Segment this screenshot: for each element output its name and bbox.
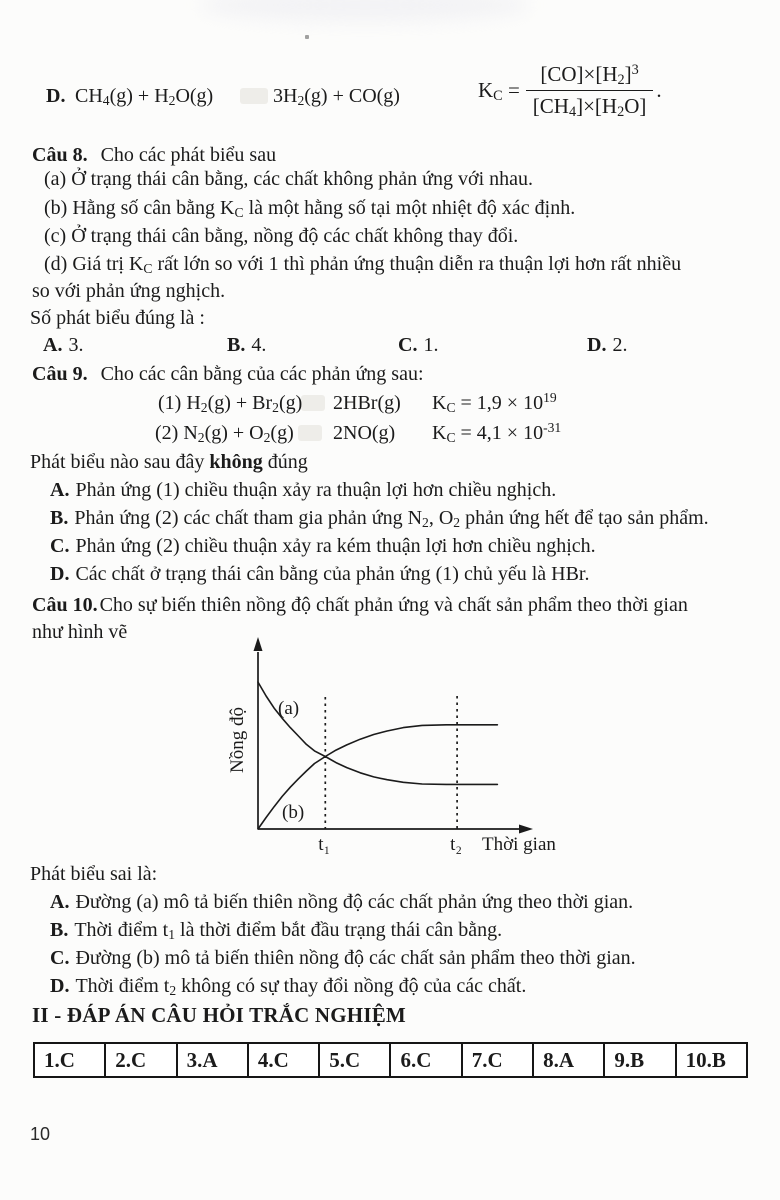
cau10-intro: Cho sự biến thiên nồng độ chất phản ứng và chất sản phẩm theo thời gian <box>99 594 688 616</box>
answer-cell: 2.C <box>106 1044 177 1076</box>
answer-cell: 3.A <box>178 1044 249 1076</box>
answer-cell: 1.C <box>35 1044 106 1076</box>
y-axis-label: Nồng độ <box>227 707 248 773</box>
option-letter: D. <box>50 975 70 997</box>
y-axis-arrow-icon <box>254 637 263 651</box>
cau10-label: Câu 10. <box>32 594 98 616</box>
answer-cell: 10.B <box>685 1048 726 1072</box>
option-letter: A. <box>43 334 63 356</box>
x-axis-arrow-icon <box>519 825 533 834</box>
cau8-header <box>32 143 276 167</box>
cau9-option-c[interactable] <box>50 534 596 558</box>
option-letter: D. <box>587 334 607 356</box>
cau8-statement-b: (b) Hằng số cân bằng $K_C$ là một hằng số tại một nhiệt độ xác định. <box>44 197 576 220</box>
curve-a-label: (a) <box>278 698 300 719</box>
kc-formula <box>478 62 662 119</box>
cau8-statement-d: (d) Giá trị $K_C$ rất lớn so với 1 thì phản ứng thuận diễn ra thuận lợi hơn rất nhiều <box>44 253 682 276</box>
option-text: Thời điểm $t_1$ là thời điểm bắt đầu trạng thái cân bằng. <box>74 919 503 942</box>
option-text: Đường (a) mô tả biến thiên nồng độ các chất phản ứng theo thời gian. <box>75 891 634 913</box>
cau10-option-c[interactable] <box>50 946 636 970</box>
page-number: 10 <box>30 1124 51 1144</box>
option-text: 2. <box>612 334 628 356</box>
cau9-question: Phát biểu nào sau đây không đúng <box>30 451 308 473</box>
t1-tick-label: t₁ <box>318 834 331 855</box>
option-letter: C. <box>50 535 70 557</box>
cau9-eq2-lhs: (2) $N_2(g) + O_2(g)$ <box>155 422 294 445</box>
kc-period: . <box>656 78 662 102</box>
answer-key-title: II - ĐÁP ÁN CÂU HỎI TRẮC NGHIỆM <box>32 1003 406 1027</box>
option-letter: B. <box>50 507 69 529</box>
x-axis-label: Thời gian <box>482 834 556 855</box>
option-text: Đường (b) mô tả biến thiên nồng độ các chất sản phẩm theo thời gian. <box>75 947 636 969</box>
cau9-option-d[interactable] <box>50 562 589 586</box>
cau8-option-a[interactable] <box>43 333 83 357</box>
answer-cell: 8.A <box>534 1044 605 1076</box>
answer-cell: 9.B <box>605 1044 676 1076</box>
cau10-question: Phát biểu sai là: <box>30 863 158 885</box>
option-letter: A. <box>50 891 70 913</box>
t2-tick-label: t₂ <box>450 834 463 855</box>
cau8-label: Câu 8. <box>32 144 88 166</box>
option-letter: B. <box>227 334 246 356</box>
cau9-eq1-kc: $K_C = 1,9 \times 10^{19}$ <box>432 390 557 415</box>
cau9-header <box>32 362 424 386</box>
option-text: Phản ứng (2) chiều thuận xảy ra kém thuận lợi hơn chiều nghịch. <box>75 535 596 557</box>
answer-cell: 4.C <box>249 1044 320 1076</box>
cau9-eq2-rhs: 2NO(g) <box>333 422 396 444</box>
cau10-header <box>32 593 688 617</box>
option-letter: B. <box>50 919 69 941</box>
answer-key-table <box>33 1042 748 1078</box>
answer-cell: 6.C <box>391 1044 462 1076</box>
answer-cell: 7.C <box>463 1044 534 1076</box>
cau10-option-a[interactable] <box>50 890 633 914</box>
concentration-chart <box>0 630 780 862</box>
option-text: Phản ứng (2) các chất tham gia phản ứng $N_2$, $O_2$ phản ứng hết để tạo sản phẩm. <box>74 507 709 530</box>
option-letter: A. <box>50 479 70 501</box>
kc-label: $K_C$ = <box>478 78 520 105</box>
option-letter: C. <box>50 947 70 969</box>
cau8-statement-a: (a) Ở trạng thái cân bằng, các chất không phản ứng với nhau. <box>44 168 534 190</box>
scan-smudge <box>200 0 530 22</box>
option-text: 4. <box>251 334 267 356</box>
cau9-eq1-rhs: 2HBr(g) <box>333 392 401 414</box>
cau9-label: Câu 9. <box>32 363 88 385</box>
option-text: Phản ứng (1) chiều thuận xảy ra thuận lợi hơn chiều nghịch. <box>75 479 557 501</box>
kc-denominator: $[CH_4]\times[H_2O]$ <box>532 94 647 121</box>
option-text: 1. <box>423 334 439 356</box>
reaction-products: $3H_2(g) + CO(g)$ <box>273 85 400 108</box>
cau9-eq1-lhs: (1) $H_2(g) + Br_2(g)$ <box>158 392 303 415</box>
cau10-option-b[interactable] <box>50 918 502 942</box>
scan-artifact <box>298 425 322 441</box>
reaction-reactants: $CH_4(g) + H_2O(g)$ <box>75 85 214 108</box>
scan-dot <box>305 35 309 39</box>
cau9-option-b[interactable] <box>50 506 709 530</box>
option-d-letter: D. <box>46 85 66 107</box>
kc-fraction <box>526 62 654 119</box>
cau9-eq2-kc: $K_C = 4,1 \times 10^{-31}$ <box>432 420 562 445</box>
option-letter: C. <box>398 334 418 356</box>
option-text: Thời điểm $t_2$ không có sự thay đổi nồng độ của các chất. <box>75 975 527 998</box>
kc-numerator: $[CO]\times[H_2]^3$ <box>526 62 654 91</box>
curve-b-label: (b) <box>282 802 305 823</box>
cau8-option-c[interactable] <box>398 333 438 357</box>
cau8-question: Số phát biểu đúng là : <box>30 307 205 329</box>
cau8-intro: Cho các phát biểu sau <box>100 144 277 166</box>
cau8-statement-d-cont: so với phản ứng nghịch. <box>32 280 226 302</box>
cau10-intro-cont: như hình vẽ <box>32 621 128 643</box>
cau8-option-b[interactable] <box>227 333 266 357</box>
option-text: 3. <box>68 334 84 356</box>
scan-artifact <box>240 88 268 104</box>
cau8-option-d[interactable] <box>587 333 627 357</box>
cau9-option-a[interactable] <box>50 478 556 502</box>
cau9-intro: Cho các cân bằng của các phản ứng sau: <box>100 363 424 385</box>
option-letter: D. <box>50 563 70 585</box>
option-text: Các chất ở trạng thái cân bằng của phản ứng (1) chủ yếu là HBr. <box>75 563 590 585</box>
cau8-statement-c: (c) Ở trạng thái cân bằng, nồng độ các chất không thay đổi. <box>44 225 519 247</box>
cau10-option-d[interactable] <box>50 974 526 998</box>
answer-cell: 5.C <box>320 1044 391 1076</box>
scan-artifact <box>301 395 325 411</box>
